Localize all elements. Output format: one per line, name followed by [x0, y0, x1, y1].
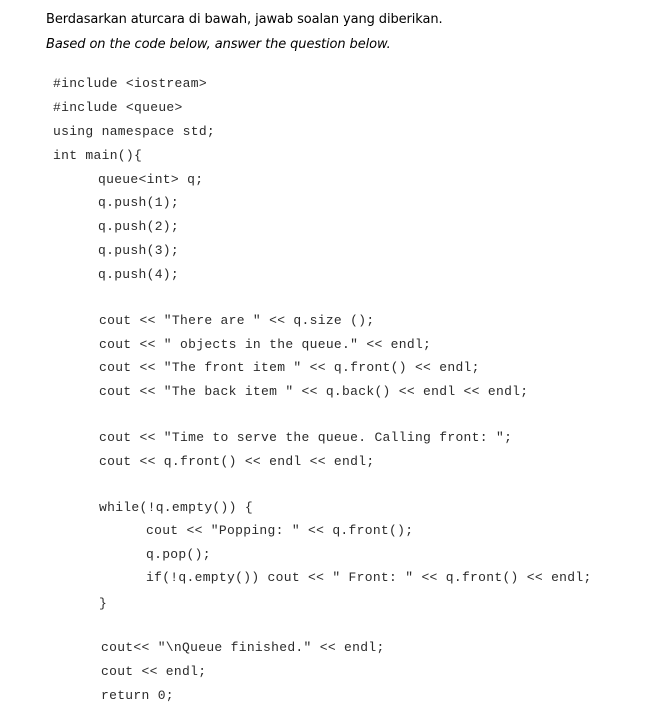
code-line: while(!q.empty()) { — [99, 500, 253, 515]
code-line: if(!q.empty()) cout << " Front: " << q.front() << endl; — [146, 570, 592, 585]
instruction-malay: Berdasarkan aturcara di bawah, jawab soalan yang diberikan. — [46, 12, 443, 27]
code-line: cout << endl; — [101, 664, 207, 679]
code-line: #include <iostream> — [53, 76, 207, 91]
code-line: q.push(2); — [98, 219, 180, 234]
instruction-english: Based on the code below, answer the question below. — [46, 37, 391, 52]
code-line: } — [99, 596, 108, 611]
code-line: q.pop(); — [146, 547, 211, 562]
code-line: cout << "There are " << q.size (); — [99, 313, 375, 328]
code-line: cout << q.front() << endl << endl; — [99, 454, 375, 469]
code-line: return 0; — [101, 688, 174, 703]
code-line: #include <queue> — [53, 100, 183, 115]
code-line: cout << "The back item " << q.back() << endl << endl; — [99, 384, 529, 399]
code-line: q.push(1); — [98, 195, 180, 210]
code-line: cout << "Popping: " << q.front(); — [146, 523, 414, 538]
code-line: cout << "The front item " << q.front() << endl; — [99, 360, 480, 375]
code-line: int main(){ — [53, 148, 143, 163]
code-line: cout << " objects in the queue." << endl; — [99, 337, 432, 352]
code-line: cout << "Time to serve the queue. Calling front: "; — [99, 430, 513, 445]
code-line: q.push(3); — [98, 243, 180, 258]
code-line: queue<int> q; — [98, 172, 204, 187]
code-line: q.push(4); — [98, 267, 180, 282]
code-line: cout<< "\nQueue finished." << endl; — [101, 640, 385, 655]
code-line: using namespace std; — [53, 124, 216, 139]
